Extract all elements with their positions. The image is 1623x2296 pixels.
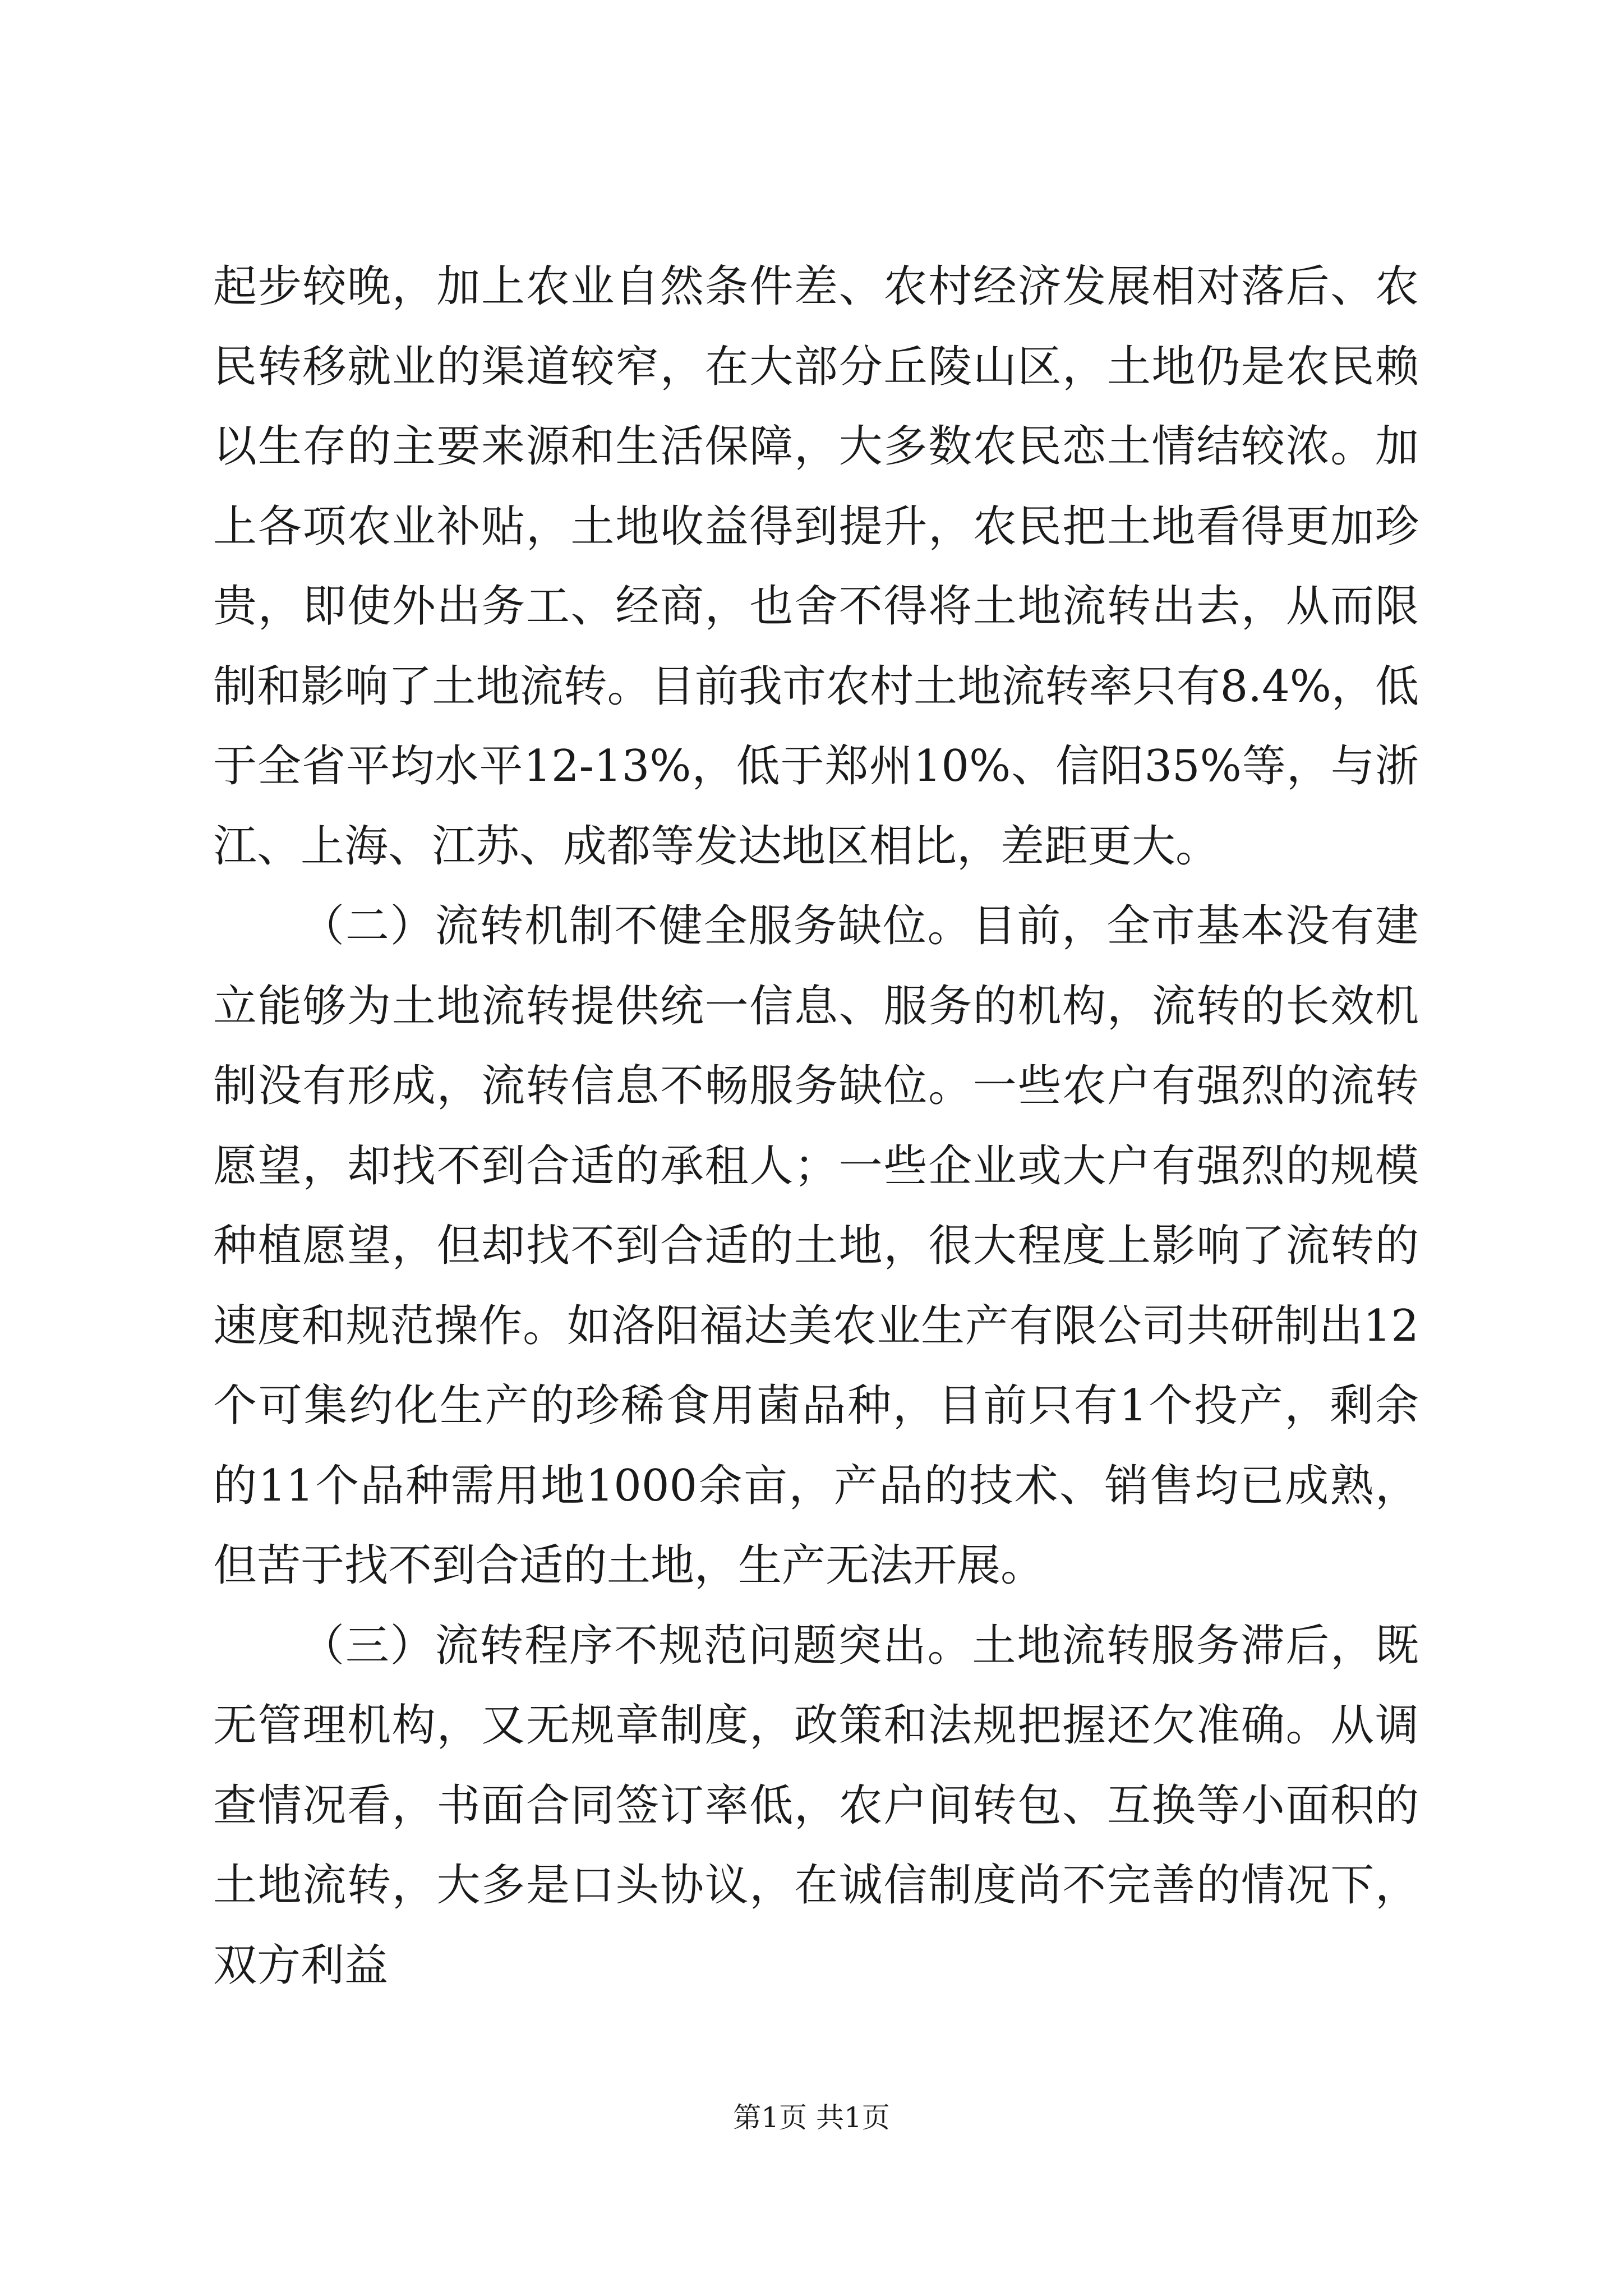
document-body	[213, 247, 1419, 2005]
paragraph-continuation: 起步较晚，加上农业自然条件差、农村经济发展相对落后、农民转移就业的渠道较窄，在大部分丘陵山区，土地仍是农民赖以生存的主要来源和生活保障，大多数农民恋土情结较浓。加上各项农业补贴，土地收益得到提升，农民把土地看得更加珍贵，即使外出务工、经商，也舍不得将土地流转出去，从而限制和影响了土地流转。目前我市农村土地流转率只有8.4%，低于全省平均水平12-13%，低于郑州10%、信阳35%等，与浙江、上海、江苏、成都等发达地区相比，差距更大。	[213, 261, 1419, 872]
paragraph-section-two: （二）流转机制不健全服务缺位。目前，全市基本没有建立能够为土地流转提供统一信息、服务的机构，流转的长效机制没有形成，流转信息不畅服务缺位。一些农户有强烈的流转愿望，却找不到合适的承租人；一些企业或大户有强烈的规模种植愿望，但却找不到合适的土地，很大程度上影响了流转的速度和规范操作。如洛阳福达美农业生产有限公司共研制出12个可集约化生产的珍稀食用菌品种，目前只有1个投产，剩余的11个品种需用地1000余亩，产品的技术、销售均已成熟，但苦于找不到合适的土地，生产无法开展。	[213, 901, 1419, 1591]
paragraph-section-three: （三）流转程序不规范问题突出。土地流转服务滞后，既无管理机构，又无规章制度，政策和法规把握还欠准确。从调查情况看，书面合同签订率低，农户间转包、互换等小面积的土地流转，大多是口头协议，在诚信制度尚不完善的情况下，双方利益	[213, 1620, 1419, 1991]
page-footer: 第1页 共1页	[733, 2101, 890, 2134]
